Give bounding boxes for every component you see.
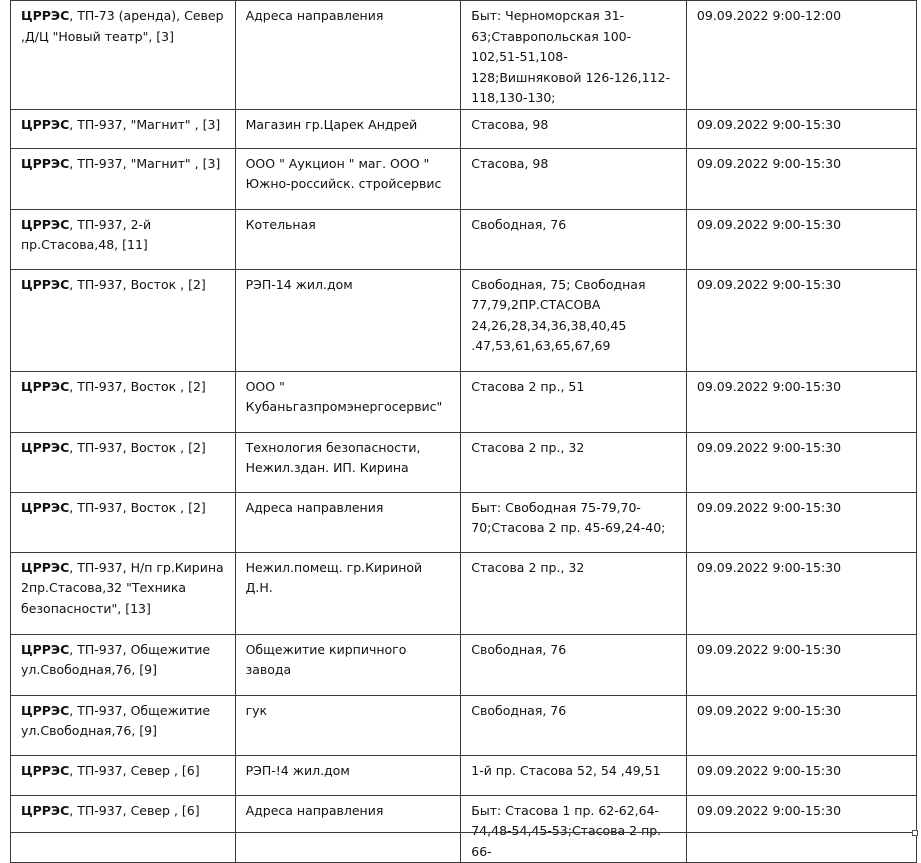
source-cell <box>11 269 236 371</box>
source-detail: , ТП-937, Восток , [2] <box>69 378 206 394</box>
consumer-cell: РЭП-!4 жил.дом <box>235 755 461 795</box>
table-row <box>11 432 917 492</box>
address-cell: Быт: Черноморская 31-63;Ставропольская 100-102,51-51,108-128;Вишняковой 126-126,112-118,130-130; <box>461 1 687 110</box>
source-detail: , ТП-937, Общежитие ул.Свободная,76, [9] <box>21 641 211 677</box>
consumer-cell: Магазин гр.Царек Андрей <box>235 109 461 148</box>
source-cell <box>11 634 236 695</box>
address-cell: Быт: Стасова 1 пр. 62-62,64-74,48-54,45-53;Стасова 2 пр. 66- <box>461 795 687 863</box>
source-detail: , ТП-937, 2-й пр.Стасова,48, [11] <box>21 216 152 252</box>
time-cell: 09.09.2022 9:00-15:30 <box>686 795 916 863</box>
source-detail: , ТП-937, Восток , [2] <box>69 439 206 455</box>
source-cell <box>11 109 236 148</box>
source-detail: , ТП-937, Север , [6] <box>69 762 200 778</box>
time-cell: 09.09.2022 9:00-15:30 <box>686 269 916 371</box>
time-cell: 09.09.2022 9:00-15:30 <box>686 371 916 432</box>
source-cell <box>11 492 236 552</box>
time-cell: 09.09.2022 9:00-15:30 <box>686 492 916 552</box>
org-name: ЦРРЭС <box>21 116 70 132</box>
source-cell <box>11 695 236 755</box>
address-cell: Свободная, 76 <box>461 634 687 695</box>
table-row <box>11 1 917 110</box>
table-row <box>11 209 917 269</box>
address-cell: Свободная, 76 <box>461 695 687 755</box>
org-name: ЦРРЭС <box>21 8 70 23</box>
org-name: ЦРРЭС <box>21 702 70 718</box>
source-detail: , ТП-937, Восток , [2] <box>69 276 206 292</box>
address-cell: Свободная, 76 <box>461 209 687 269</box>
consumer-cell: Технология безопасности, Нежил.здан. ИП. Кирина <box>235 432 461 492</box>
source-cell <box>11 209 236 269</box>
org-name: ЦРРЭС <box>21 559 70 575</box>
table-row <box>11 269 917 371</box>
time-cell: 09.09.2022 9:00-15:30 <box>686 634 916 695</box>
source-cell <box>11 432 236 492</box>
org-name: ЦРРЭС <box>21 378 70 394</box>
consumer-cell: гук <box>235 695 461 755</box>
source-detail: , ТП-73 (аренда), Север ,Д/Ц "Новый театр", [3] <box>21 8 224 44</box>
time-cell: 09.09.2022 9:00-15:30 <box>686 552 916 634</box>
time-cell: 09.09.2022 9:00-12:00 <box>686 1 916 110</box>
consumer-cell: ООО " Аукцион " маг. ООО " Южно-российск. стройсервис <box>235 148 461 209</box>
consumer-cell: Адреса направления <box>235 1 461 110</box>
address-cell: Стасова 2 пр., 32 <box>461 552 687 634</box>
consumer-cell: РЭП-14 жил.дом <box>235 269 461 371</box>
source-cell <box>11 148 236 209</box>
org-name: ЦРРЭС <box>21 762 70 778</box>
address-cell: Стасова, 98 <box>461 109 687 148</box>
time-cell: 09.09.2022 9:00-15:30 <box>686 209 916 269</box>
source-cell <box>11 371 236 432</box>
org-name: ЦРРЭС <box>21 216 70 232</box>
table-row <box>11 371 917 432</box>
address-cell: 1-й пр. Стасова 52, 54 ,49,51 <box>461 755 687 795</box>
org-name: ЦРРЭС <box>21 155 70 171</box>
address-cell: Свободная, 75; Свободная 77,79,2ПР.СТАСОВА 24,26,28,34,36,38,40,45 .47,53,61,63,65,67,69 <box>461 269 687 371</box>
table-row <box>11 695 917 755</box>
consumer-cell: ООО " Кубаньгазпромэнергосервис" <box>235 371 461 432</box>
table-bottom-edge <box>10 832 917 834</box>
consumer-cell: Адреса направления <box>235 492 461 552</box>
table-row <box>11 492 917 552</box>
time-cell: 09.09.2022 9:00-15:30 <box>686 148 916 209</box>
table-row <box>11 795 917 863</box>
consumer-cell: Адреса направления <box>235 795 461 863</box>
time-cell: 09.09.2022 9:00-15:30 <box>686 695 916 755</box>
source-cell <box>11 755 236 795</box>
source-cell <box>11 552 236 634</box>
source-detail: , ТП-937, Н/п гр.Кирина 2пр.Стасова,32 "Техника безопасности", [13] <box>21 559 224 616</box>
address-cell: Стасова, 98 <box>461 148 687 209</box>
address-cell: Быт: Свободная 75-79,70-70;Стасова 2 пр. 45-69,24-40; <box>461 492 687 552</box>
time-cell: 09.09.2022 9:00-15:30 <box>686 432 916 492</box>
source-detail: , ТП-937, Общежитие ул.Свободная,76, [9] <box>21 702 211 738</box>
source-cell <box>11 795 236 863</box>
time-cell: 09.09.2022 9:00-15:30 <box>686 109 916 148</box>
consumer-cell: Нежил.помещ. гр.Кириной Д.Н. <box>235 552 461 634</box>
consumer-cell: Котельная <box>235 209 461 269</box>
outage-schedule-table <box>10 0 917 863</box>
table-row <box>11 634 917 695</box>
address-cell: Стасова 2 пр., 51 <box>461 371 687 432</box>
table-row <box>11 755 917 795</box>
consumer-cell: Общежитие кирпичного завода <box>235 634 461 695</box>
org-name: ЦРРЭС <box>21 802 70 818</box>
source-detail: , ТП-937, Север , [6] <box>69 802 200 818</box>
time-cell: 09.09.2022 9:00-15:30 <box>686 755 916 795</box>
source-detail: , ТП-937, "Магнит" , [3] <box>69 155 221 171</box>
org-name: ЦРРЭС <box>21 276 70 292</box>
table-row <box>11 148 917 209</box>
source-detail: , ТП-937, "Магнит" , [3] <box>69 116 221 132</box>
table-row <box>11 552 917 634</box>
org-name: ЦРРЭС <box>21 641 70 657</box>
table-row <box>11 109 917 148</box>
address-cell: Стасова 2 пр., 32 <box>461 432 687 492</box>
resize-handle-marker <box>912 830 918 836</box>
source-cell <box>11 1 236 110</box>
org-name: ЦРРЭС <box>21 439 70 455</box>
source-detail: , ТП-937, Восток , [2] <box>69 499 206 515</box>
org-name: ЦРРЭС <box>21 499 70 515</box>
